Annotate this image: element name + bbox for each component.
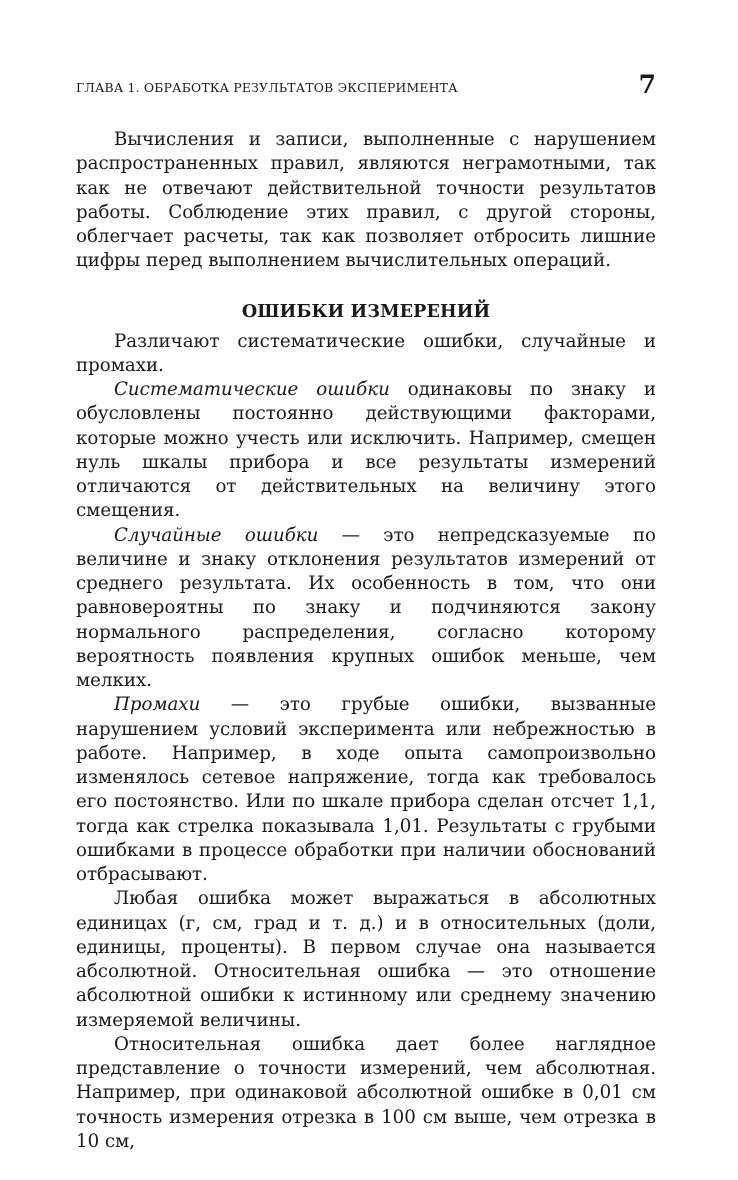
blunders-text: — это грубые ошибки, вызванные нарушением условий эксперимента или небрежностью в работе. Например, в ходе опыта самопроизвольно изменялось сетевое напряжение, тогда как требовалось его постоянство. Или по шкале прибора сделан отсчет 1,1, тогда как стрелка показывала 1,01. Результаты с грубыми ошибками в процессе обработки при наличии обоснований отбрасывают.: [76, 694, 656, 885]
blunders-term: Промахи: [114, 694, 201, 716]
running-title: ГЛАВА 1. ОБРАБОТКА РЕЗУЛЬТАТОВ ЭКСПЕРИМЕНТА: [76, 80, 458, 95]
random-errors-paragraph: [76, 524, 656, 694]
systematic-errors-paragraph: [76, 378, 656, 524]
blunders-paragraph: [76, 693, 656, 887]
intro-paragraph: Вычисления и записи, выполненные с нарушением распространенных правил, являются неграмотными, так как не отвечают действительной точности результатов работы. Соблюдение этих правил, с другой стороны, облегчает расчеты, так как позволяет отбросить лишние цифры перед выполнением вычислительных операций.: [76, 129, 656, 272]
absolute-relative-paragraph: Любая ошибка может выражаться в абсолютных единицах (г, см, град и т. д.) и в относительных (доли, единицы, проценты). В первом случае она называется абсолютной. Относительная ошибка — это отношение абсолютной ошибки к истинному или среднему значению измеряемой величины.: [76, 888, 656, 1031]
systematic-errors-text: одинаковы по знаку и обусловлены постоянно действующими факторами, которые можно учесть или исключить. Например, смещен нуль шкалы прибора и все результаты измерений отличаются от действительных на величину этого смещения.: [76, 379, 656, 522]
page-number: 7: [638, 70, 656, 99]
relative-error-example-paragraph: Относительная ошибка дает более наглядное представление о точности измерений, чем абсолютная. Например, при одинаковой абсолютной ошибке в 0,01 см точность измерения отрезка в 100 см выше, чем отрезка в 10 см,: [76, 1033, 656, 1152]
random-errors-text: — это непредсказуемые по величине и знаку отклонения результатов измерений от среднего результата. Их особенность в том, что они равновероятны по знаку и подчиняются закону нормального распределения, согласно которому вероятность появления крупных ошибок меньше, чем мелких.: [76, 524, 656, 691]
running-header: [76, 70, 656, 104]
error-types-paragraph: Различают систематические ошибки, случайные и промахи.: [76, 330, 656, 376]
random-errors-term: Случайные ошибки: [114, 524, 319, 546]
section-heading: ОШИБКИ ИЗМЕРЕНИЙ: [241, 300, 491, 322]
systematic-errors-term: Систематические ошибки: [114, 379, 390, 400]
book-page: [76, 70, 656, 1154]
